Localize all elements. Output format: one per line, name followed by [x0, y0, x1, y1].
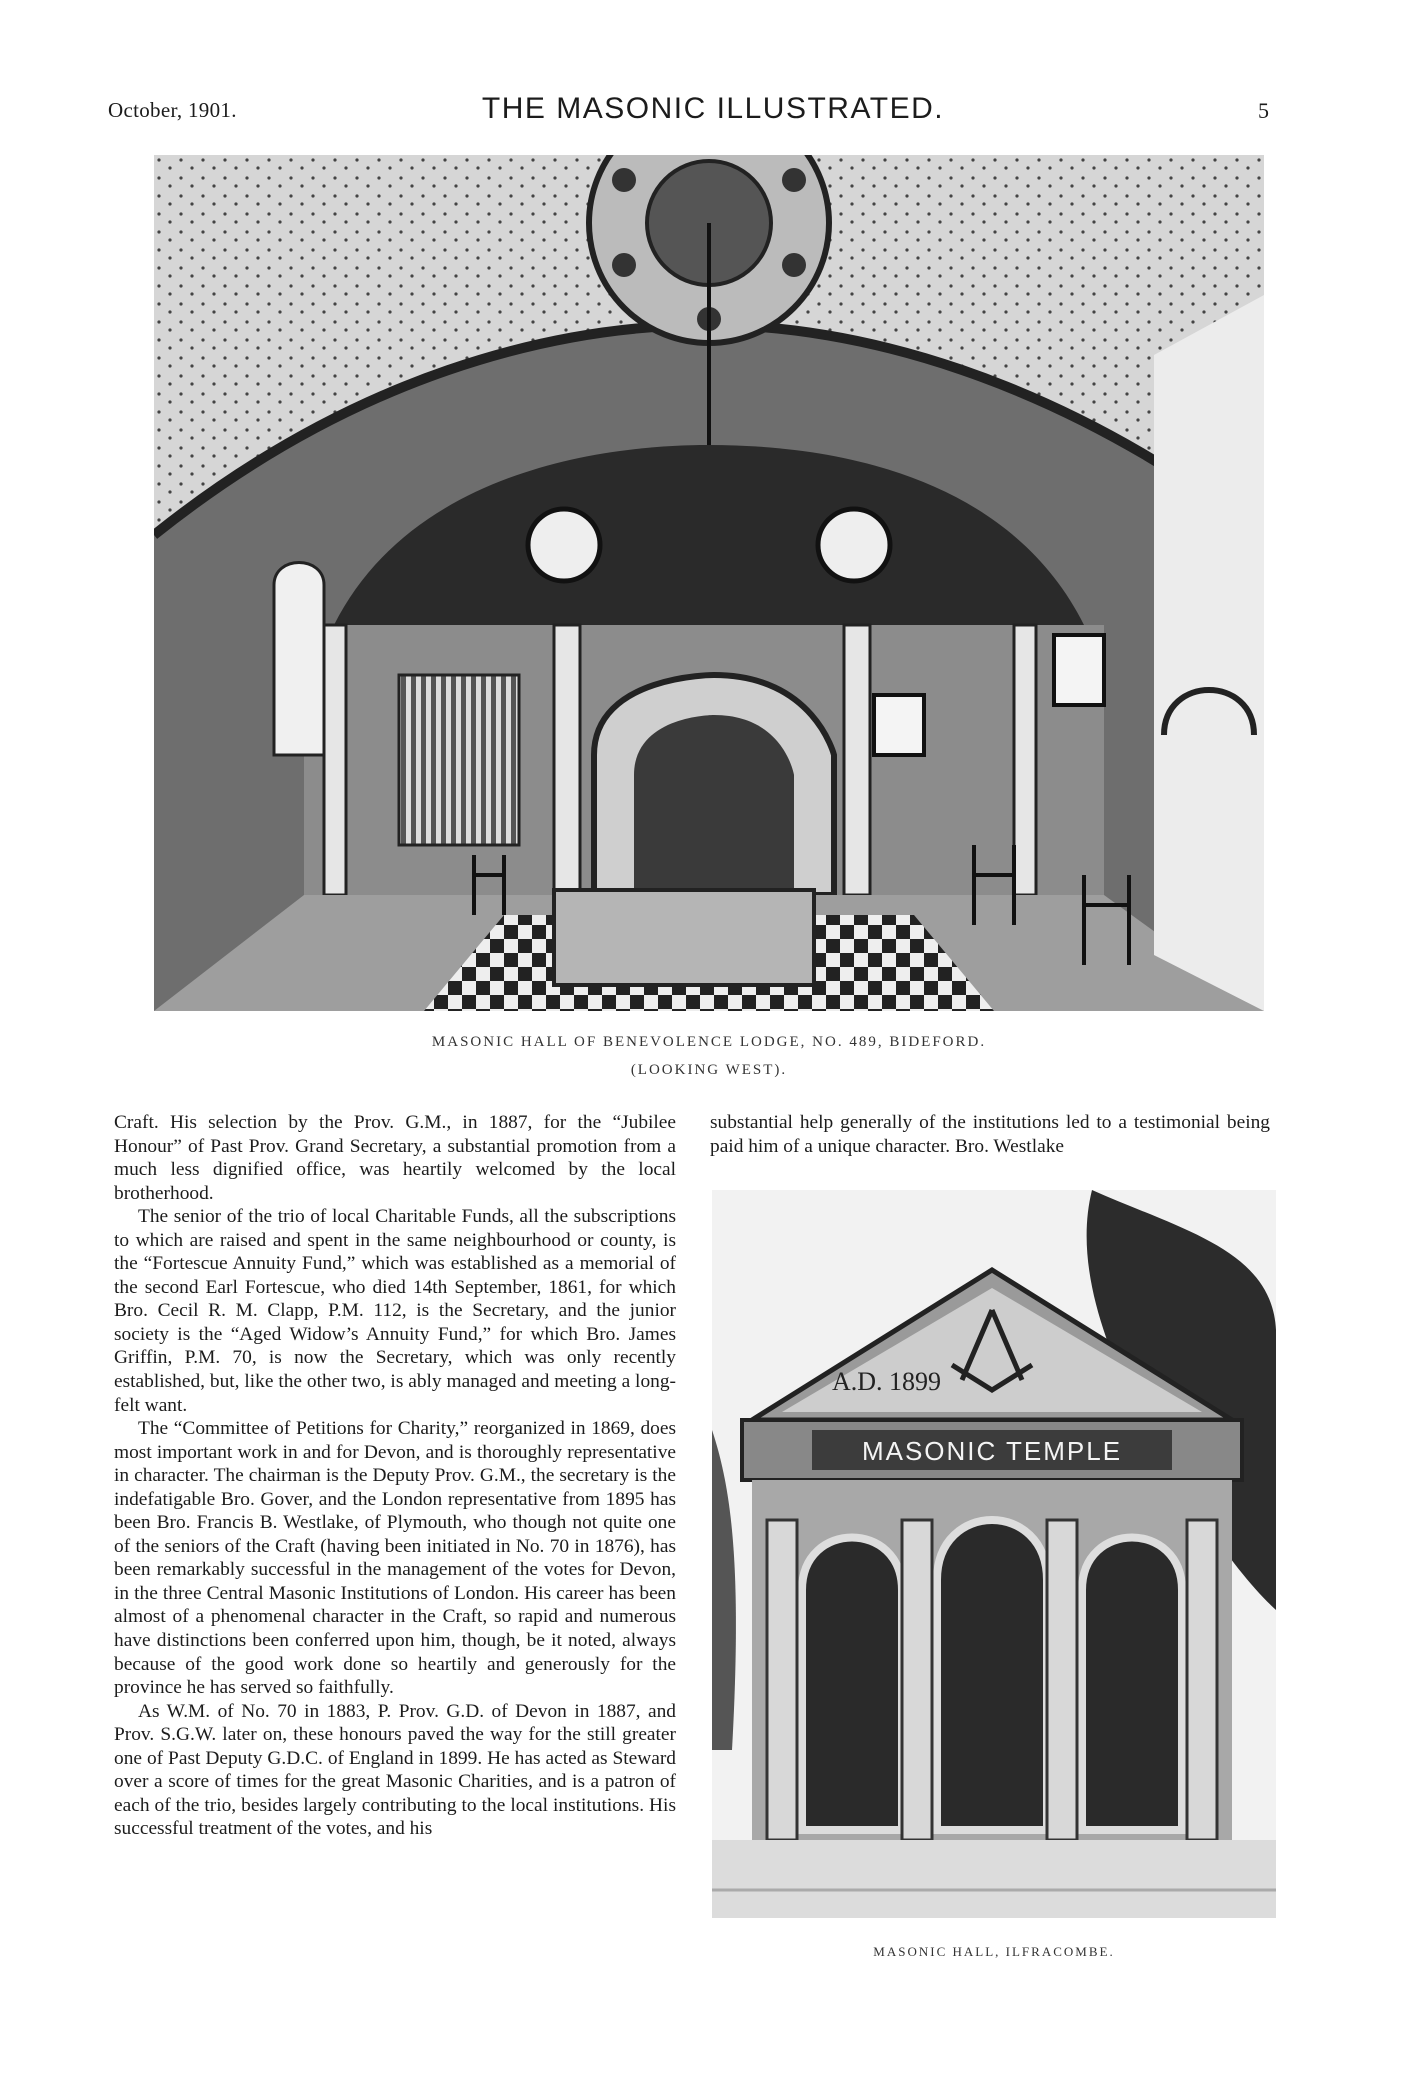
page-header — [0, 92, 1426, 132]
top-figure-caption-subline: (LOOKING WEST). — [630, 1062, 788, 1078]
top-figure-caption: MASONIC HALL OF BENEVOLENCE LODGE, NO. 489, BIDEFORD. — [431, 1034, 987, 1050]
article-right-column — [710, 1111, 1270, 1158]
paragraph: The senior of the trio of local Charitable Funds, all the subscriptions to which are raised and spent in the same neighbourhood or county, is the “Fortescue Annuity Fund,” which was established as a memorial of the second Earl Fortescue, who died 14th September, 1861, for which Bro. Cecil R. M. Clapp, P.M. 112, is the Secretary, and the junior society is the “Aged Widow’s Annuity Fund,” for which Bro. James Griffin, P.M. 70, is now the Secretary, which was only recently established, but, like the other two, is ably managed and meeting a long-felt want. — [114, 1206, 676, 1416]
page-number: 5 — [1258, 98, 1269, 123]
issue-date: October, 1901. — [108, 98, 237, 122]
masthead-title: THE MASONIC ILLUSTRATED. — [481, 92, 945, 125]
paragraph: substantial help generally of the institutions led to a testimonial being paid him of a unique character. Bro. Westlake — [710, 1112, 1270, 1157]
building-date-text: A.D. 1899 — [832, 1367, 942, 1396]
paragraph: As W.M. of No. 70 in 1883, P. Prov. G.D. of Devon in 1887, and Prov. S.G.W. later on, these honours paved the way for the still greater one of Past Deputy G.D.C. of England in 1899. He has acted as Steward over a score of times for the great Masonic Charities, and is a patron of each of the trio, besides largely contributing to the local institutions. His successful treatment of the votes, and his — [114, 1700, 676, 1840]
lodge-interior-illustration — [154, 155, 1264, 1011]
paragraph: Craft. His selection by the Prov. G.M., in 1887, for the “Jubilee Honour” of Past Prov. Grand Secretary, a substantial promotion from a much less dignified office, was heartily welcomed by the local brotherhood. — [114, 1112, 676, 1204]
article-left-column — [114, 1111, 676, 1971]
lodge-interior-photo — [154, 155, 1264, 1011]
paragraph: The “Committee of Petitions for Charity,” reorganized in 1869, does most important work in and for Devon, and is thoroughly representative in character. The chairman is the Deputy Prov. G.M., the secretary is the indefatigable Bro. Gover, and the London representative from 1895 has been Bro. Francis B. Westlake, of Plymouth, who though not quite one of the seniors of the Craft (having been initiated in No. 70 in 1876), has been remarkably successful in the management of the votes for Devon, in the three Central Masonic Institutions of London. His career has been almost of a phenomenal character in the Craft, so rapid and numerous have distinctions been conferred upon him, though, be it noted, always because of the good work done so heartily and generously for the province he has served so faithfully. — [114, 1418, 676, 1699]
masonic-temple-photo — [712, 1190, 1276, 1918]
bottom-figure-caption: MASONIC HALL, ILFRACOMBE. — [873, 1944, 1115, 1959]
temple-facade-illustration — [712, 1190, 1276, 1918]
temple-sign-text: MASONIC TEMPLE — [861, 1436, 1123, 1466]
